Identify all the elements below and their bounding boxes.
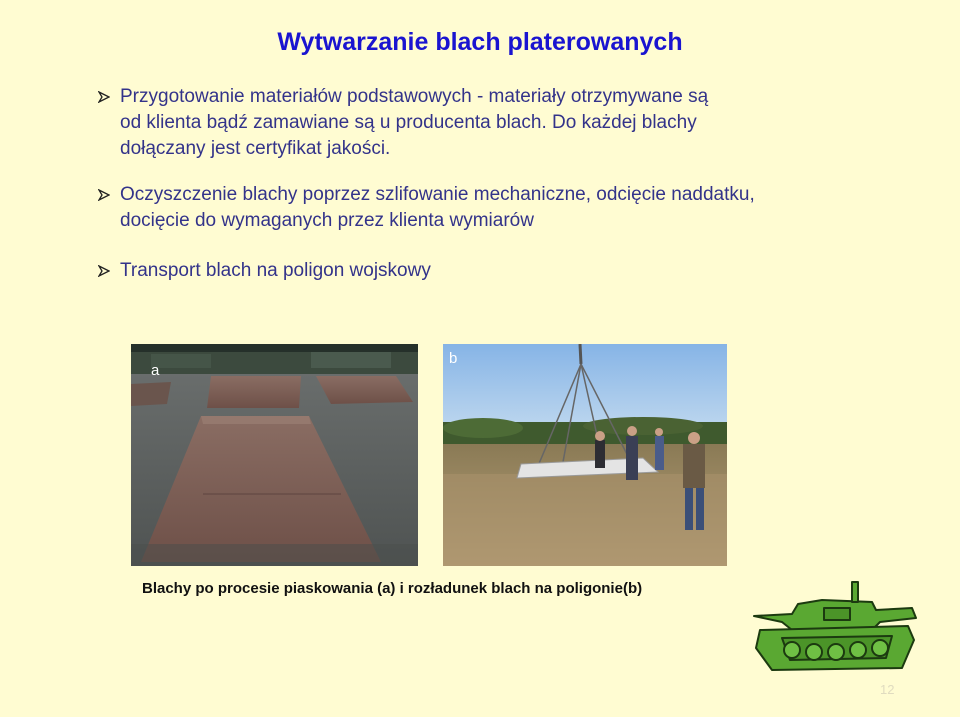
bullet-cleaning xyxy=(98,182,755,234)
arrowhead-bullet-icon xyxy=(98,91,110,103)
bullet-line: Transport blach na poligon wojskowy xyxy=(120,260,431,281)
bullet-line: Przygotowanie materiałów podstawowych - materiały otrzymywane są xyxy=(120,86,709,107)
photo-a-illustration xyxy=(131,344,418,566)
tank-clipart xyxy=(752,578,918,678)
photo-b-illustration xyxy=(443,344,727,566)
bullet-line: dołączany jest certyfikat jakości. xyxy=(120,138,391,159)
photo-label-b: b xyxy=(449,350,458,367)
photo-unloading-plates xyxy=(443,344,727,566)
bullet-materials xyxy=(98,84,708,162)
photo-caption: Blachy po procesie piaskowania (a) i rozładunek blach na poligonie(b) xyxy=(142,580,643,597)
arrowhead-bullet-icon xyxy=(98,265,110,277)
photo-label-a: a xyxy=(151,362,160,379)
bullet-transport xyxy=(98,258,431,284)
slide-title: Wytwarzanie blach platerowanych xyxy=(277,28,683,56)
photo-sandblasted-plates xyxy=(131,344,418,566)
bullet-line: od klienta bądź zamawiane są u producenta blach. Do każdej blachy xyxy=(120,112,697,133)
bullet-line: Oczyszczenie blachy poprzez szlifowanie mechaniczne, odcięcie naddatku, xyxy=(120,184,755,205)
bullet-line: docięcie do wymaganych przez klienta wymiarów xyxy=(120,210,534,231)
page-number: 12 xyxy=(880,682,895,697)
arrowhead-bullet-icon xyxy=(98,189,110,201)
